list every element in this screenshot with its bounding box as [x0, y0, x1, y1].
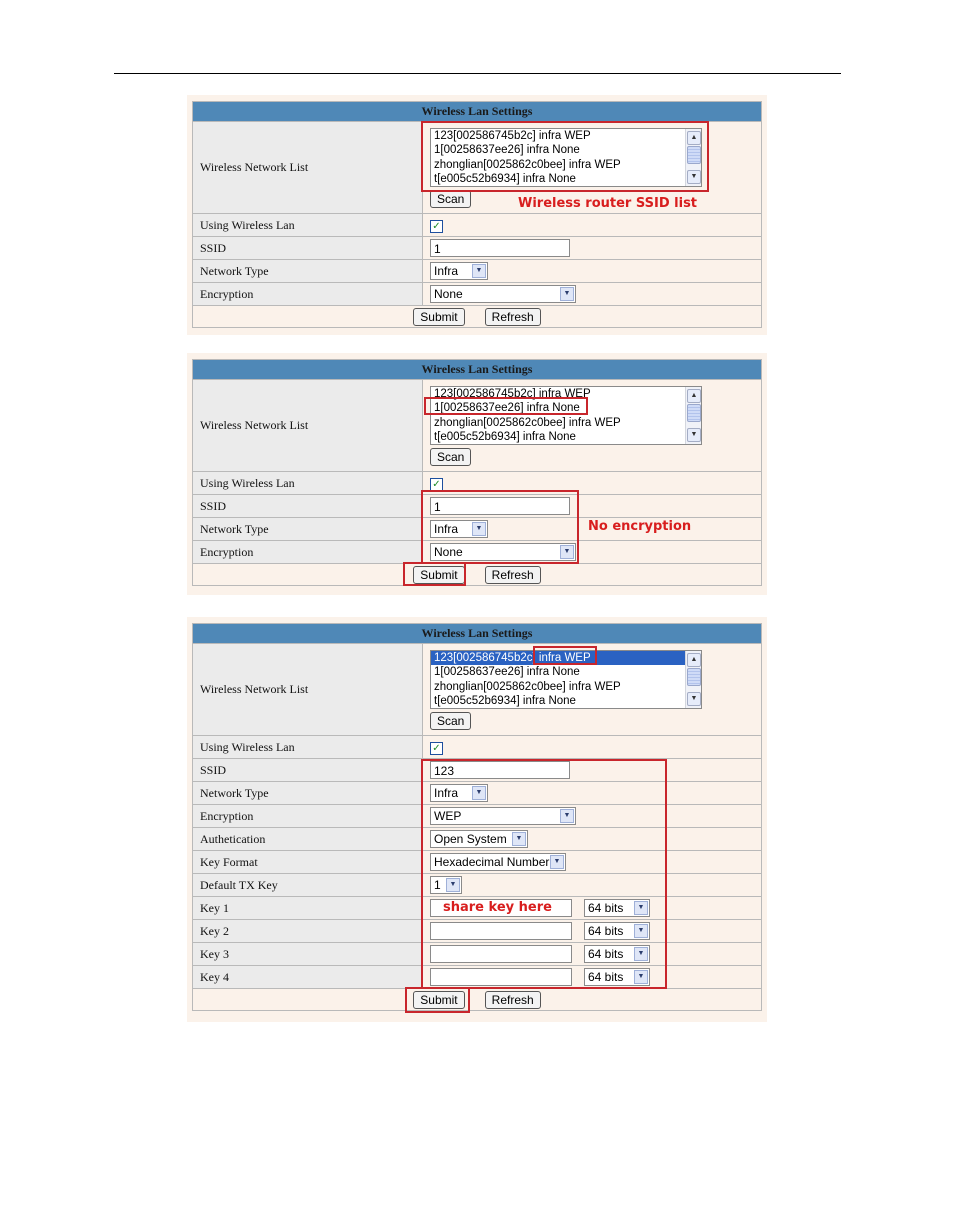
chevron-down-icon: ▼	[446, 878, 460, 892]
chevron-down-icon: ▼	[634, 947, 648, 961]
key4-label: Key 4	[193, 966, 423, 989]
encryption-label: Encryption	[193, 805, 423, 828]
scroll-thumb[interactable]	[687, 668, 701, 686]
chevron-down-icon: ▼	[634, 970, 648, 984]
using-wlan-label: Using Wireless Lan	[193, 214, 423, 237]
list-item[interactable]: zhonglian[0025862c0bee] infra WEP	[434, 416, 621, 429]
scan-button[interactable]: Scan	[430, 190, 471, 208]
key1-label: Key 1	[193, 897, 423, 920]
annotation-box-ssid-list	[421, 121, 709, 192]
network-type-label: Network Type	[193, 782, 423, 805]
refresh-button[interactable]: Refresh	[485, 566, 541, 584]
list-item[interactable]: 1[00258637ee26] infra None	[434, 402, 580, 414]
annotation-box-submit	[403, 562, 466, 586]
list-item[interactable]: t[e005c52b6934] infra None	[434, 695, 576, 707]
ssid-label: SSID	[193, 495, 423, 518]
authentication-label: Authetication	[193, 828, 423, 851]
scroll-thumb[interactable]	[687, 404, 701, 422]
list-item[interactable]: 123[002586745b2c] infra WEP	[434, 387, 591, 400]
using-wlan-checkbox[interactable]: ✓	[430, 742, 443, 755]
using-wlan-checkbox[interactable]: ✓	[430, 220, 443, 233]
ssid-label: SSID	[193, 237, 423, 260]
scroll-down-arrow-icon[interactable]: ▼	[687, 692, 701, 706]
scan-button[interactable]: Scan	[430, 448, 471, 466]
key-format-label: Key Format	[193, 851, 423, 874]
ssid-input[interactable]: 123	[430, 761, 570, 779]
list-item[interactable]: zhonglian[0025862c0bee] infra WEP	[434, 680, 621, 693]
annotation-box-wep-settings	[421, 759, 667, 989]
key4-bits-value: 64 bits	[588, 970, 624, 985]
key3-label: Key 3	[193, 943, 423, 966]
annotation-box-wep-network	[533, 646, 597, 665]
chevron-down-icon: ▼	[634, 924, 648, 938]
authentication-value: Open System	[434, 832, 507, 847]
chevron-down-icon: ▼	[634, 901, 648, 915]
key3-bits-value: 64 bits	[588, 947, 624, 962]
annotation-no-encryption: No encryption	[588, 519, 692, 534]
network-type-value: Infra	[434, 264, 459, 279]
network-type-select[interactable]	[430, 262, 488, 280]
listbox-scrollbar[interactable]	[685, 651, 701, 708]
using-wlan-checkbox[interactable]: ✓	[430, 478, 443, 491]
submit-button[interactable]: Submit	[413, 566, 464, 584]
using-wlan-label: Using Wireless Lan	[193, 472, 423, 495]
selected-network-prefix: 123[002586745b2c]	[434, 651, 536, 664]
key2-bits-value: 64 bits	[588, 924, 624, 939]
network-list-label: Wireless Network List	[193, 644, 423, 736]
network-type-value: Infra	[434, 522, 459, 537]
scroll-down-arrow-icon[interactable]: ▼	[687, 170, 701, 184]
network-type-label: Network Type	[193, 518, 423, 541]
chevron-down-icon: ▼	[472, 264, 486, 278]
list-item[interactable]: t[e005c52b6934] infra None	[434, 173, 576, 185]
network-list-label: Wireless Network List	[193, 380, 423, 472]
scroll-up-arrow-icon[interactable]: ▲	[687, 131, 701, 145]
encryption-select[interactable]	[430, 285, 576, 303]
ssid-input[interactable]: 1	[430, 239, 570, 257]
default-tx-key-value: 1	[434, 878, 441, 893]
key1-bits-value: 64 bits	[588, 901, 624, 916]
network-list-label: Wireless Network List	[193, 122, 423, 214]
selected-network-suffix: infra WEP	[535, 651, 591, 664]
chevron-down-icon: ▼	[472, 786, 486, 800]
key2-label: Key 2	[193, 920, 423, 943]
annotation-ssid-list: Wireless router SSID list	[518, 196, 698, 211]
refresh-button[interactable]: Refresh	[485, 308, 541, 326]
annotation-share-key: share key here	[443, 900, 552, 915]
ssid-input[interactable]: 1	[430, 497, 570, 515]
chevron-down-icon: ▼	[560, 809, 574, 823]
default-tx-key-label: Default TX Key	[193, 874, 423, 897]
listbox-scrollbar[interactable]	[685, 387, 701, 444]
list-item[interactable]: 1[00258637ee26] infra None	[434, 666, 580, 678]
panel-title: Wireless Lan Settings	[193, 102, 762, 122]
list-item[interactable]: 123[002586745b2c] infra WEP	[434, 129, 591, 142]
list-item[interactable]: zhonglian[0025862c0bee] infra WEP	[434, 158, 621, 171]
encryption-value: WEP	[434, 809, 462, 824]
network-listbox[interactable]	[430, 386, 702, 445]
using-wlan-label: Using Wireless Lan	[193, 736, 423, 759]
list-item[interactable]: t[e005c52b6934] infra None	[434, 431, 576, 443]
annotation-box-settings	[421, 490, 579, 564]
annotation-box-selected-network	[424, 397, 588, 415]
scroll-up-arrow-icon[interactable]: ▲	[687, 389, 701, 403]
panel-title: Wireless Lan Settings	[193, 360, 762, 380]
scroll-down-arrow-icon[interactable]: ▼	[687, 428, 701, 442]
chevron-down-icon: ▼	[472, 522, 486, 536]
encryption-value: None	[434, 545, 463, 560]
network-type-value: Infra	[434, 786, 459, 801]
ssid-label: SSID	[193, 759, 423, 782]
page-top-rule	[114, 73, 841, 74]
key-format-value: Hexadecimal Number	[434, 855, 550, 870]
network-type-label: Network Type	[193, 260, 423, 283]
chevron-down-icon: ▼	[550, 855, 564, 869]
list-item[interactable]: 1[00258637ee26] infra None	[434, 144, 580, 156]
submit-button[interactable]: Submit	[413, 308, 464, 326]
chevron-down-icon: ▼	[512, 832, 526, 846]
refresh-button[interactable]: Refresh	[485, 991, 541, 1009]
annotation-box-submit	[405, 987, 470, 1013]
encryption-label: Encryption	[193, 283, 423, 306]
scan-button[interactable]: Scan	[430, 712, 471, 730]
panel-title: Wireless Lan Settings	[193, 624, 762, 644]
encryption-label: Encryption	[193, 541, 423, 564]
scroll-up-arrow-icon[interactable]: ▲	[687, 653, 701, 667]
chevron-down-icon: ▼	[560, 287, 574, 301]
encryption-value: None	[434, 287, 463, 302]
chevron-down-icon: ▼	[560, 545, 574, 559]
submit-button[interactable]: Submit	[413, 991, 464, 1009]
